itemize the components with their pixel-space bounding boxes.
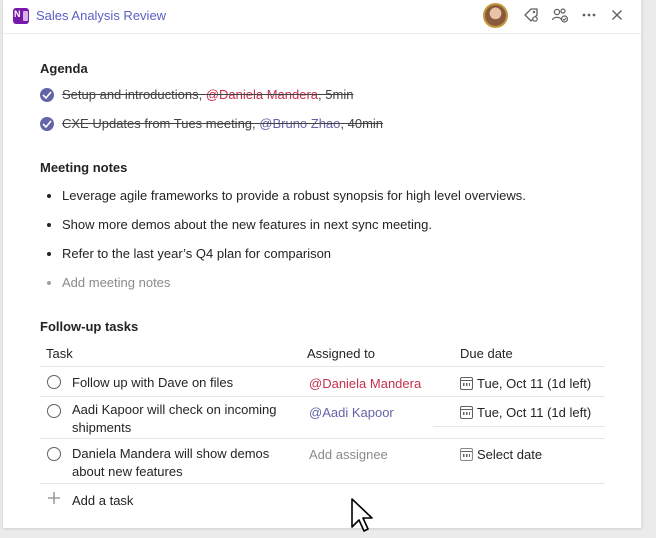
bullet-icon [47, 194, 51, 198]
onenote-icon: N [13, 8, 29, 24]
column-header-due[interactable]: Due date [460, 346, 513, 361]
column-header-assigned[interactable]: Assigned to [307, 346, 375, 361]
loop-component-card: N Sales Analysis Review Agenda Setup and introductions, @Daniela Mandera, 5min CXE Updates from Tues meeting, @Bruno Zhao, 40min Meeting notes Leverage agile frameworks to provide a robust synopsis for high level overviews. Show more demos about the new features in next sync meeting. Refer to the last year’s Q4 plan for comparison Add meeting notes Follow-up tasks Task Assigned to Due date Follow up with Dave on files @Daniela Mandera Tue, Oct 11 (1d left) Aadi Kapoor will check on incoming shipments @Aadi Kapoor Tue, Oct 11 (1d left) Daniela Mandera will show demos about new features Add assignee Select date Add a task [3, 0, 642, 528]
task-assignee[interactable]: @Daniela Mandera [309, 376, 422, 391]
calendar-icon [460, 448, 473, 461]
divider [40, 366, 605, 367]
mouse-cursor-icon [350, 497, 374, 538]
task-due-date[interactable]: Tue, Oct 11 (1d left) [477, 405, 592, 420]
people-settings-icon[interactable] [550, 5, 570, 25]
divider [40, 396, 605, 397]
avatar[interactable] [483, 3, 508, 28]
header-bar [3, 0, 641, 34]
add-assignee[interactable]: Add assignee [309, 447, 388, 462]
component-title[interactable]: Sales Analysis Review [36, 8, 167, 23]
divider [40, 438, 605, 439]
add-task-button[interactable]: Add a task [72, 493, 134, 508]
mention-daniela[interactable]: @Daniela Mandera [205, 87, 319, 102]
task-title[interactable]: Aadi Kapoor will check on incoming shipments [72, 402, 277, 435]
bullet-icon [47, 252, 51, 256]
task-title[interactable]: Daniela Mandera will show demos about new features [72, 446, 270, 479]
close-icon[interactable] [607, 5, 627, 25]
checked-icon[interactable] [40, 117, 54, 131]
follow-up-tasks-heading: Follow-up tasks [40, 319, 139, 334]
agenda-heading: Agenda [40, 61, 88, 76]
task-checkbox[interactable] [47, 375, 61, 389]
tag-user-icon[interactable] [521, 5, 541, 25]
select-date[interactable]: Select date [477, 447, 543, 462]
meeting-notes-heading: Meeting notes [40, 160, 128, 175]
task-assignee[interactable]: @Aadi Kapoor [309, 405, 394, 420]
bullet-icon [47, 223, 51, 227]
more-icon[interactable] [579, 5, 599, 25]
task-title[interactable]: Follow up with Dave on files [72, 375, 234, 390]
divider [40, 483, 605, 484]
column-header-task[interactable]: Task [46, 346, 73, 361]
task-checkbox[interactable] [47, 447, 61, 461]
checked-icon[interactable] [40, 88, 54, 102]
task-due-date[interactable]: Tue, Oct 11 (1d left) [477, 376, 592, 391]
mention-bruno[interactable]: @Bruno Zhao [259, 116, 341, 131]
task-checkbox[interactable] [47, 404, 61, 418]
plus-icon[interactable] [47, 491, 61, 505]
divider [433, 426, 605, 427]
calendar-icon [460, 406, 473, 419]
bullet-icon [47, 281, 51, 285]
calendar-icon [460, 377, 473, 390]
